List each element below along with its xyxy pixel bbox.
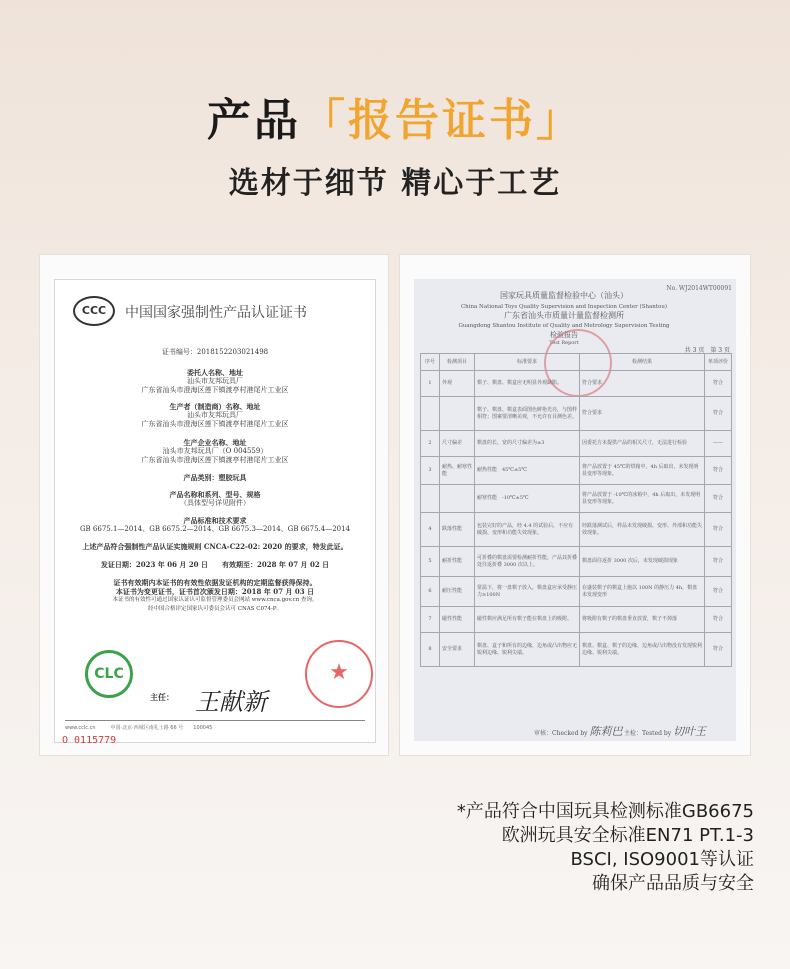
table-cell-req: 棋子、棋盘、棋盒应无明显外观缺陷。 [475, 371, 580, 397]
table-cell-item [440, 397, 475, 431]
product-category: 产品类别：塑胶玩具 [183, 473, 247, 482]
certification-notes [457, 800, 754, 896]
tested-by: 主检：Tested by 切叶王 [624, 725, 707, 738]
table-cell-item: 耐压性能 [440, 577, 475, 607]
applicant-address: 广东省汕头市澄海区莲下镇渡亭村港尾片工业区 [141, 386, 289, 394]
test-report [414, 279, 736, 741]
table-cell-item: 磁性性能 [440, 607, 475, 633]
col-header: 检测结果 [580, 354, 705, 371]
table-cell-no [421, 485, 440, 513]
validity-line-3: 本证书的有效性可通过国家认证认可监督管理委员会网站 www.cnca.gov.cn 查询。 [112, 597, 318, 603]
table-cell-item: 跌落性能 [440, 513, 475, 547]
report-org2-en: Guangdong Shantou Institute of Quality and Metrology Supervision Testing [458, 323, 670, 329]
col-header: 检测项目 [440, 354, 475, 371]
table-row [421, 371, 732, 397]
table-cell-result: 将产品放置于 45℃的烘箱中，4h 后取出，未发现明显变形等现象。 [580, 457, 705, 485]
factory-address: 广东省汕头市澄海区莲下镇渡亭村港尾片工业区 [141, 456, 289, 464]
col-header: 序号 [421, 354, 440, 371]
table-cell-eval: 符合 [705, 485, 732, 513]
table-cell-item: 耐折性能 [440, 547, 475, 577]
table-cell-req: 棋盘、盒子和所有的边缘，边角或凸出物应无锐利边缘、锐利尖端。 [475, 633, 580, 667]
table-cell-result: 符合要求 [580, 397, 705, 431]
ccc-logo-icon: CCC [73, 296, 115, 326]
validity-line-1: 证书有效期内本证书的有效性依据发证机构的定期监督获得保持。 [113, 578, 317, 587]
director-signature: 王献新 [195, 688, 267, 716]
table-cell-eval: 符合 [705, 577, 732, 607]
table-cell-eval: 符合 [705, 397, 732, 431]
red-seal-icon: ★ [305, 640, 373, 708]
table-cell-result: 棋盘面往返折 3000 次后，未发现破损现象 [580, 547, 705, 577]
table-cell-result: 将产品放置于 -10℃的冰箱中，4h 后取出，未发现明显变形等现象。 [580, 485, 705, 513]
table-row [421, 607, 732, 633]
table-cell-eval: 符合 [705, 457, 732, 485]
table-cell-eval: 符合 [705, 633, 732, 667]
table-cell-item: 耐热、耐寒性能 [440, 457, 475, 485]
note-line: 确保产品品质与安全 [592, 873, 754, 894]
table-cell-req: 磁性棋应满足所有棋子能在棋盘上的吸附。 [475, 607, 580, 633]
page-title [0, 84, 790, 148]
report-org-en: China National Toys Quality Supervision and Inspection Center (Shantou) [460, 304, 668, 310]
report-card [400, 255, 750, 755]
table-row [421, 431, 732, 457]
signature-label: 主任： [150, 692, 174, 702]
factory-name: 汕头市友邦玩具厂（O 004559） [162, 447, 268, 455]
product-label: 产品名称和系列、型号、规格 [169, 490, 261, 499]
certificate-title: 中国国家强制性产品认证证书 [125, 305, 307, 321]
table-cell-req: 可折叠的棋盘需要检测耐折性能，产品其折叠处往返折叠 3000 次以上。 [475, 547, 580, 577]
table-cell-no: 1 [421, 371, 440, 397]
validity-line-4: 经中国合格评定国家认可委员会认可 CNAS C074-P。 [147, 606, 283, 612]
table-cell-req: 常温下，将一盘棋子放入，棋盘盒应承受静压力≥100N [475, 577, 580, 607]
table-row [421, 547, 732, 577]
table-cell-req: 棋子、棋盘、棋盒表面图色鲜艳光亮，与图样相符；图案要清晰美观，不允许有目测色差。 [475, 397, 580, 431]
report-table [420, 353, 732, 667]
maker-address: 广东省汕头市澄海区莲下镇渡亭村港尾片工业区 [141, 420, 289, 428]
table-cell-result: 在盛装棋子的棋盒上施以 100N 的静压力 4h，棋盘未发现变形 [580, 577, 705, 607]
table-cell-no: 4 [421, 513, 440, 547]
certificate-dates: 发证日期：2023 年 06 月 20 日 有效期至：2028 年 07 月 02 日 [100, 560, 330, 569]
table-cell-result: 因委托方未提供产品的相关尺寸，无法进行检验 [580, 431, 705, 457]
maker-name: 汕头市友邦玩具厂 [187, 411, 243, 419]
table-cell-result: 将吸附有棋子的棋盘垂直放置，棋子不掉落 [580, 607, 705, 633]
standards-label: 产品标准和技术要求 [183, 516, 247, 525]
certificate-serial: O 0115779 [62, 735, 117, 746]
table-cell-no: 6 [421, 577, 440, 607]
table-cell-req: 包装完好的产品，经 4.4 的试验后，不应有破损、变形和功能失效现象。 [475, 513, 580, 547]
report-doc-cn: 检验报告 [550, 331, 578, 339]
table-cell-item [440, 485, 475, 513]
col-header: 单项评价 [705, 354, 732, 371]
table-row [421, 457, 732, 485]
table-row [421, 485, 732, 513]
checked-by: 审核：Checked by 陈莉巴 [534, 725, 623, 738]
footer-divider [65, 720, 365, 721]
table-cell-req: 耐寒性能 -10℃±5℃ [475, 485, 580, 513]
table-cell-item: 安全要求 [440, 633, 475, 667]
table-cell-eval: 符合 [705, 607, 732, 633]
report-table-header [421, 354, 732, 371]
standards-value: GB 6675.1—2014、GB 6675.2—2014、GB 6675.3—2014、GB 6675.4—2014 [79, 525, 351, 533]
note-line: *产品符合中国玩具检测标准GB6675 [456, 801, 754, 822]
table-row [421, 577, 732, 607]
table-cell-req: 耐热性能 45℃±5℃ [475, 457, 580, 485]
validity-line-2: 本证书为变更证书，证书首次颁发日期：2018 年 07 月 03 日 [115, 587, 315, 596]
table-row [421, 633, 732, 667]
table-row [421, 513, 732, 547]
title-main: 产品 [207, 95, 301, 146]
certificate-footer: www.cclc.cn 中国·北京·西城区南礼士路 66 号 100045 [65, 725, 213, 731]
table-cell-no: 5 [421, 547, 440, 577]
table-cell-item: 外观 [440, 371, 475, 397]
factory-label: 生产企业名称、地址 [183, 438, 247, 447]
note-line: BSCI, ISO9001等认证 [570, 849, 754, 870]
table-cell-result: 经跌落测试后，样品未发现破损、变形、外部和功能失效现象。 [580, 513, 705, 547]
report-org2-cn: 广东省汕头市质量计量监督检测所 [504, 311, 624, 320]
table-row [421, 397, 732, 431]
certificate-statement: 上述产品符合强制性产品认证实施规则 CNCA-C22-02: 2020 的要求，特发此证。 [82, 542, 348, 551]
table-cell-eval: 符合 [705, 513, 732, 547]
title-accent: 「报告证书」 [301, 95, 583, 146]
applicant-label: 委托人名称、地址 [187, 368, 243, 377]
page-subtitle: 选材于细节 精心于工艺 [228, 166, 562, 201]
table-cell-eval: 符合 [705, 547, 732, 577]
table-cell-result: 符合要求 [580, 371, 705, 397]
table-cell-req: 棋盘的长、宽的尺寸偏差为±3 [475, 431, 580, 457]
note-line: 欧洲玩具安全标准EN71 PT.1-3 [501, 825, 754, 846]
maker-label: 生产者（制造商）名称、地址 [169, 402, 261, 411]
table-cell-eval: 符合 [705, 371, 732, 397]
report-table-body [421, 371, 732, 667]
ccc-certificate [54, 279, 376, 743]
product-value: （具体型号详见附件） [180, 499, 250, 507]
table-cell-no [421, 397, 440, 431]
cert-number: 证书编号：2018152203021498 [161, 348, 269, 356]
report-number: No. WJ2014WT00091 [666, 285, 732, 292]
report-org-cn: 国家玩具质量监督检验中心（汕头） [500, 291, 628, 300]
clc-logo-icon: CLC [85, 650, 133, 698]
report-page: 共 3 页 第 3 页 [684, 347, 730, 354]
col-header: 标准要求 [475, 354, 580, 371]
table-cell-no: 3 [421, 457, 440, 485]
table-cell-no: 7 [421, 607, 440, 633]
table-cell-no: 8 [421, 633, 440, 667]
applicant-name: 汕头市友邦玩具厂 [187, 377, 243, 385]
certificate-card [40, 255, 388, 755]
table-cell-result: 棋盘、棋盒、棋子的边缘、边角或凸出物没有发现锐利边缘、锐利尖端。 [580, 633, 705, 667]
table-cell-no: 2 [421, 431, 440, 457]
table-cell-eval: —— [705, 431, 732, 457]
report-doc-en: Test Report [549, 340, 579, 346]
table-cell-item: 尺寸偏差 [440, 431, 475, 457]
